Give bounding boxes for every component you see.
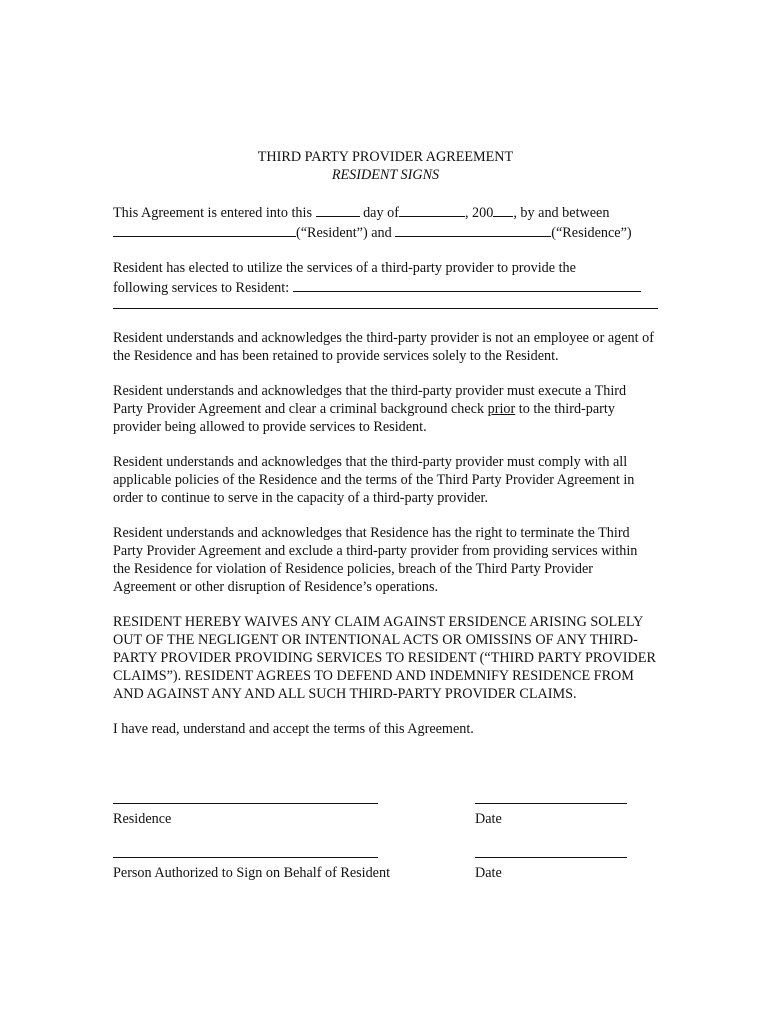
residence-name-blank[interactable] [395, 222, 551, 237]
services-text-1: Resident has elected to utilize the services of a third-party provider to provide the [113, 260, 576, 276]
date-line-2[interactable] [475, 857, 627, 858]
year-blank[interactable] [493, 202, 513, 217]
date-signature-block-1 [475, 803, 627, 828]
terminate-paragraph: Resident understands and acknowledges that Residence has the right to terminate the Third Party Provider Agreement and exclude a third-party provider from providing services within the Residence for violation of Residence policies, breach of the Third Party Provider Agreement or other disruption of Residence’s operations. [113, 525, 638, 595]
services-paragraph [113, 259, 658, 297]
resident-signature-block [113, 857, 391, 882]
residence-label: Residence [113, 811, 172, 827]
residence-signature-line[interactable] [113, 803, 378, 804]
date-label-2: Date [475, 865, 502, 881]
intro-text-3: , 200 [464, 205, 494, 221]
date-signature-block-2 [475, 857, 627, 882]
resident-name-blank[interactable] [113, 222, 296, 237]
agreement-body [113, 148, 658, 755]
resident-label: Person Authorized to Sign on Behalf of Resident [113, 865, 391, 881]
waiver-paragraph: RESIDENT HEREBY WAIVES ANY CLAIM AGAINST ERSIDENCE ARISING SOLELY OUT OF THE NEGLIGENT OR INTENTIONAL ACTS OR OMISSINS OF ANY THIRD-PARTY PROVIDER PROVIDING SERVICES TO RESIDENT (“THIRD PARTY PROVIDER CLAIMS”). RESIDENT AGREES TO DEFEND AND INDEMNIFY RESIDENCE FROM AND AGAINST ANY AND ALL SUCH THIRD-PARTY PROVIDER CLAIMS. [113, 614, 656, 702]
prior-underlined: prior [487, 401, 516, 417]
intro-text-4: , by and between [513, 205, 610, 221]
background-text-after: to the third-party provider being allowed to provide services to Resident. [113, 401, 615, 435]
services-continuation-line[interactable] [113, 297, 658, 309]
intro-text-6: (“Residence”) [551, 225, 632, 241]
month-blank[interactable] [399, 202, 465, 217]
day-blank[interactable] [316, 202, 360, 217]
accept-paragraph: I have read, understand and accept the terms of this Agreement. [113, 721, 474, 737]
residence-signature-block [113, 803, 378, 828]
date-line-1[interactable] [475, 803, 627, 804]
services-blank[interactable] [293, 277, 641, 292]
background-text-before: Resident understands and acknowledges that the third-party provider must execute a Third Party Provider Agreement and clear a criminal background check [113, 383, 627, 417]
intro-text-5: (“Resident”) and [296, 225, 392, 241]
document-subtitle: RESIDENT SIGNS [331, 167, 440, 183]
document-title: THIRD PARTY PROVIDER AGREEMENT [257, 149, 514, 165]
background-check-paragraph [113, 382, 658, 436]
comply-paragraph: Resident understands and acknowledges that the third-party provider must comply with all applicable policies of the Residence and the terms of the Third Party Provider Agreement in order to continue to serve in the capacity of a third-party provider. [113, 454, 635, 506]
employee-paragraph: Resident understands and acknowledges the third-party provider is not an employee or agent of the Residence and has been retained to provide services solely to the Resident. [113, 330, 654, 364]
intro-paragraph [113, 202, 658, 242]
services-text-2: following services to Resident: [113, 280, 290, 296]
resident-signature-line[interactable] [113, 857, 378, 858]
intro-text-1: This Agreement is entered into this [113, 205, 312, 221]
intro-text-2: day of [363, 205, 399, 221]
date-label-1: Date [475, 811, 502, 827]
